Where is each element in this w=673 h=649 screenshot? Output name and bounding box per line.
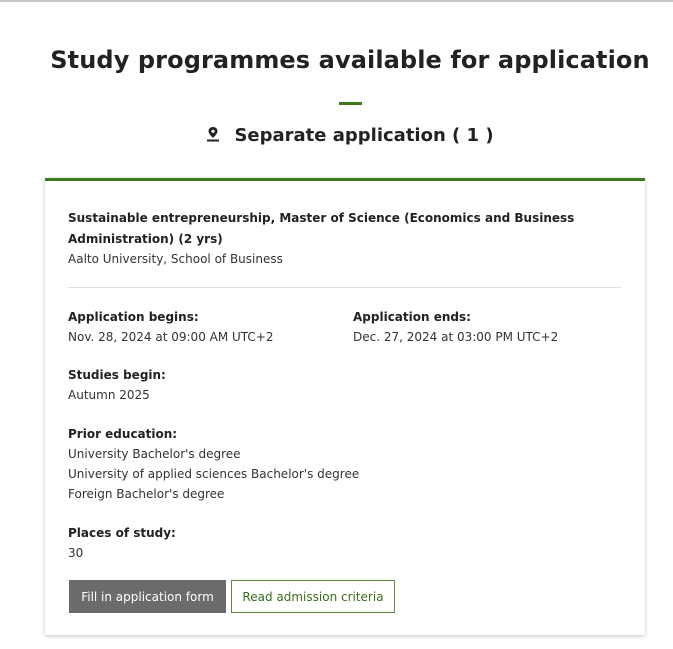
title-underline	[339, 102, 362, 105]
card-divider	[68, 287, 621, 288]
application-begins-label: Application begins:	[68, 310, 199, 324]
page-title: Study programmes available for application	[50, 46, 650, 74]
studies-begin-value: Autumn 2025	[68, 388, 150, 402]
prior-education-item: University Bachelor's degree	[68, 447, 241, 461]
programme-card	[45, 178, 645, 635]
programme-name: Sustainable entrepreneurship, Master of Science (Economics and Business Administration) (2 yrs)	[68, 211, 575, 246]
location-pin-icon	[206, 126, 220, 142]
application-ends-value: Dec. 27, 2024 at 03:00 PM UTC+2	[353, 330, 559, 344]
programme-organization: Aalto University, School of Business	[68, 252, 283, 266]
studies-begin-label: Studies begin:	[68, 368, 166, 382]
places-of-study-label: Places of study:	[68, 526, 176, 540]
read-admission-criteria-button[interactable]: Read admission criteria	[231, 580, 395, 613]
prior-education-item: University of applied sciences Bachelor's degree	[68, 467, 360, 481]
section-heading	[0, 125, 673, 146]
application-begins-value: Nov. 28, 2024 at 09:00 AM UTC+2	[68, 330, 274, 344]
prior-education-item: Foreign Bachelor's degree	[68, 487, 225, 501]
fill-application-form-button[interactable]: Fill in application form	[69, 580, 226, 613]
application-ends-label: Application ends:	[353, 310, 471, 324]
prior-education-label: Prior education:	[68, 427, 178, 441]
top-divider	[0, 0, 673, 2]
section-heading-label: Separate application ( 1 )	[234, 125, 494, 146]
places-of-study-value: 30	[68, 546, 84, 560]
